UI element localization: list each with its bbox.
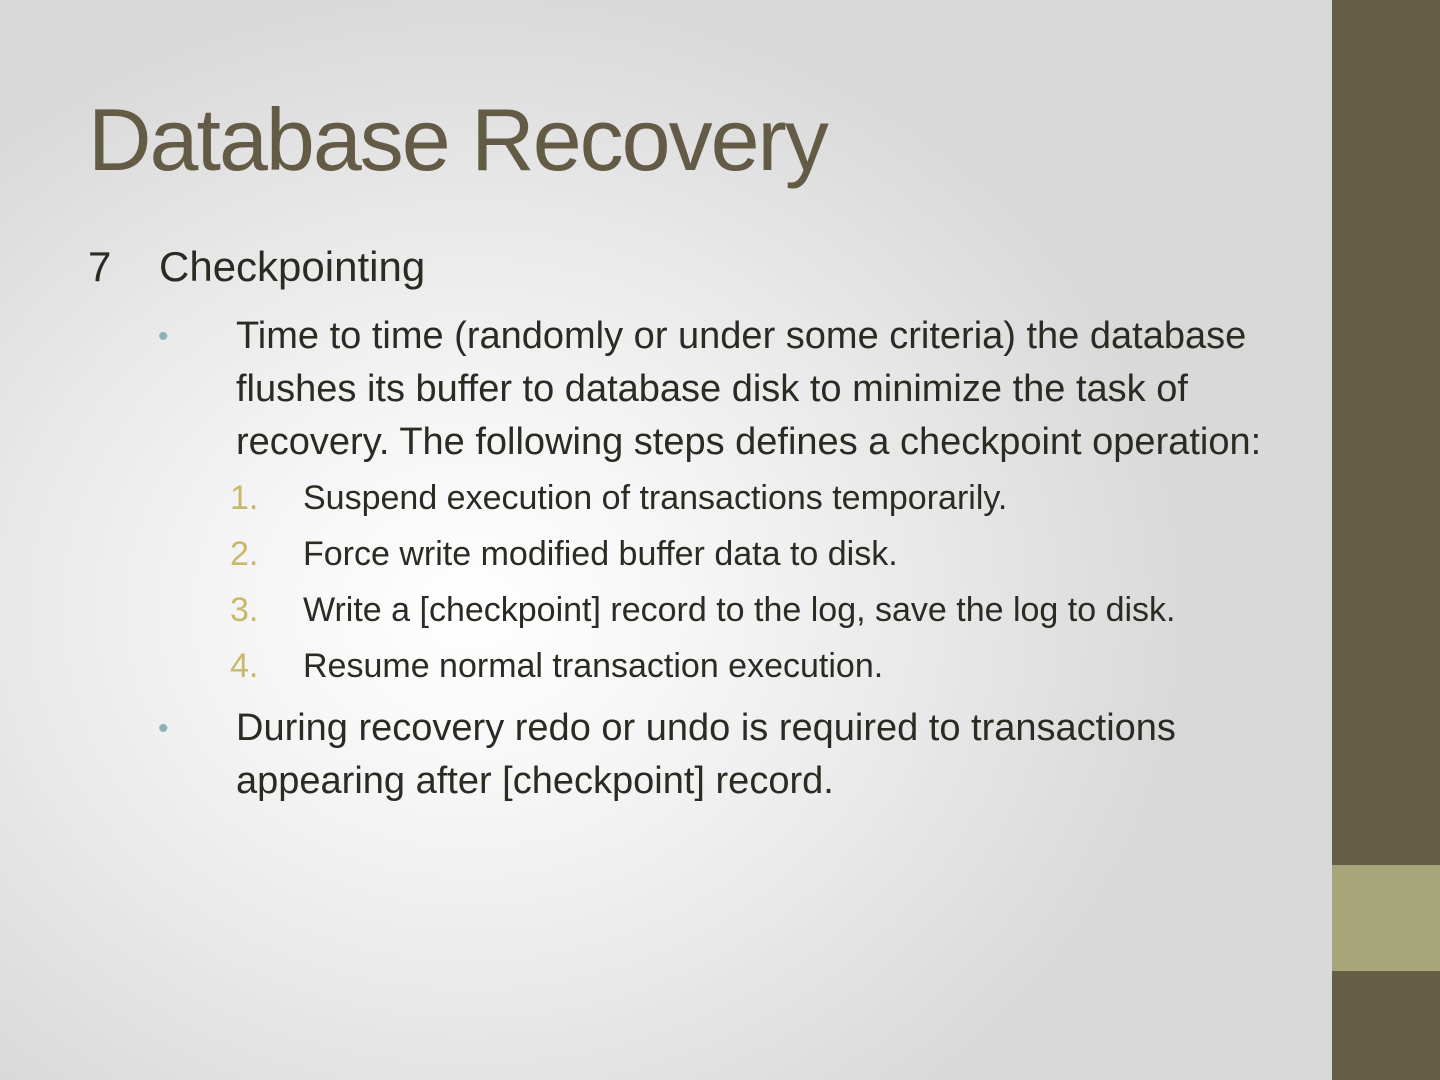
bullet-dot-icon: • — [158, 712, 169, 745]
step-number: 2. — [230, 535, 259, 573]
step-number: 4. — [230, 647, 259, 685]
slide-content — [88, 240, 1288, 808]
bullet-text: During recovery redo or undo is required to transactions appearing after [checkpoint] record. — [236, 707, 1176, 802]
step-text: Suspend execution of transactions temporarily. — [303, 479, 1008, 517]
step-text: Write a [checkpoint] record to the log, save the log to disk. — [303, 591, 1176, 629]
step-item — [88, 475, 1288, 522]
step-number: 1. — [230, 479, 259, 517]
step-item — [88, 587, 1288, 634]
step-number: 3. — [230, 591, 259, 629]
bullet-dot-icon: • — [158, 320, 169, 353]
step-text: Force write modified buffer data to disk. — [303, 535, 898, 573]
step-item — [88, 531, 1288, 578]
step-text: Resume normal transaction execution. — [303, 647, 884, 685]
item-label: Checkpointing — [159, 243, 426, 290]
bullet-item — [88, 310, 1288, 469]
slide-title: Database Recovery — [88, 90, 827, 189]
step-item — [88, 643, 1288, 690]
side-decoration-accent — [1332, 865, 1440, 971]
bullet-text: Time to time (randomly or under some criteria) the database flushes its buffer to database disk to minimize the task of recovery. The following steps defines a checkpoint operation: — [236, 315, 1262, 463]
item-number: 7 — [88, 243, 112, 290]
checkpointing-heading — [88, 240, 1288, 294]
bullet-item — [88, 702, 1288, 808]
